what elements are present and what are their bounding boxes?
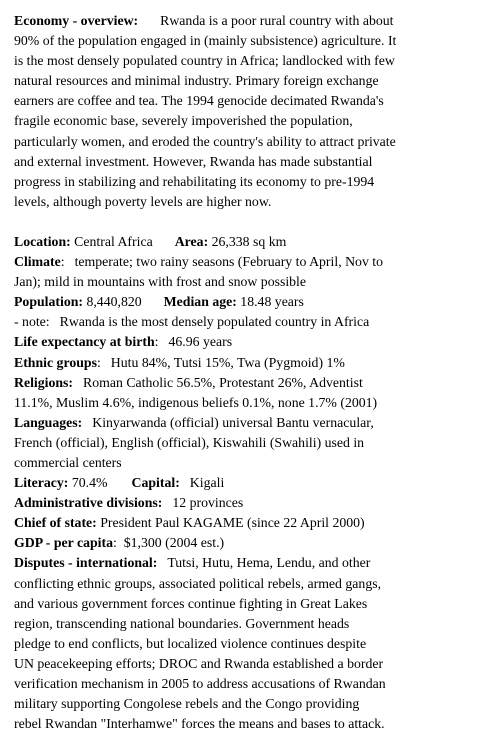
- disputes-text: Tutsi, Hutu, Hema, Lendu, and other: [167, 555, 371, 571]
- religions-row-cont: 11.1%, Muslim 4.6%, indigenous beliefs 0.1%, none 1.7% (2001): [14, 394, 378, 410]
- admin-divisions-value: 12 provinces: [172, 495, 244, 511]
- area-value: 26,338 sq km: [211, 233, 287, 249]
- overview-line: natural resources and minimal industry. Primary foreign exchange: [14, 73, 379, 89]
- capital-label: Capital:: [131, 475, 180, 491]
- economy-overview-label: Economy - overview:: [14, 13, 139, 28]
- overview-text: Rwanda is a poor rural country with about: [160, 13, 394, 28]
- disputes-row: [14, 553, 473, 573]
- disputes-label: Disputes - international:: [14, 555, 158, 571]
- overview-line: earners are coffee and tea. The 1994 genocide decimated Rwanda's: [14, 93, 384, 109]
- ethnic-groups-row: Ethnic groups: Hutu 84%, Tutsi 15%, Twa (Pygmoid) 1%: [14, 354, 345, 370]
- literacy-value: 70.4%: [71, 475, 108, 491]
- overview-line: and external investment. However, Rwanda has made substantial: [14, 153, 373, 169]
- disputes-line: rebel Rwandan "Interhamwe" forces the means and bases to attack.: [14, 716, 385, 732]
- climate-label: Climate: [14, 254, 61, 270]
- area-label: Area:: [174, 233, 209, 249]
- overview-line: levels, although poverty levels are higher now.: [14, 193, 272, 209]
- location-label: Location:: [14, 233, 71, 249]
- median-age-label: Median age:: [163, 294, 237, 310]
- economy-overview-section: [14, 11, 473, 212]
- languages-row-cont: commercial centers: [14, 454, 122, 470]
- chief-of-state-row: [14, 513, 473, 533]
- disputes-line: conflicting ethnic groups, associated political rebels, armed gangs,: [14, 575, 382, 591]
- literacy-capital-row: [14, 473, 473, 493]
- languages-row-cont: French (official), English (official), Kiswahili (Swahili) used in: [14, 434, 365, 450]
- religions-label: Religions:: [14, 374, 74, 390]
- gdp-row: GDP - per capita: $1,300 (2004 est.): [14, 535, 225, 551]
- median-age-value: 18.48 years: [240, 294, 304, 310]
- disputes-line: region, transcending national boundaries. Government heads: [14, 615, 350, 631]
- languages-row: [14, 413, 473, 433]
- languages-value: Kinyarwanda (official) universal Bantu vernacular,: [92, 414, 374, 430]
- note-value: Rwanda is the most densely populated country in Africa: [59, 314, 370, 330]
- disputes-line: military supporting Congolese rebels and the Congo providing: [14, 696, 360, 712]
- life-expectancy-label: Life expectancy at birth: [14, 334, 155, 350]
- admin-divisions-row: [14, 493, 473, 513]
- disputes-line: pledge to end conflicts, but localized violence continues despite: [14, 635, 367, 651]
- overview-line: particularly women, and eroded the country's ability to attract private: [14, 133, 396, 149]
- location-area-row: [14, 232, 473, 252]
- population-label: Population:: [14, 294, 83, 310]
- climate-value: temperate; two rainy seasons (February to April, Nov to: [74, 254, 384, 270]
- ethnic-groups-value: Hutu 84%, Tutsi 15%, Twa (Pygmoid) 1%: [110, 354, 345, 370]
- languages-label: Languages:: [14, 414, 83, 430]
- population-row: [14, 292, 473, 312]
- climate-row-cont: Jan); mild in mountains with frost and snow possible: [14, 274, 307, 290]
- religions-value: Roman Catholic 56.5%, Protestant 26%, Adventist: [83, 374, 363, 390]
- life-expectancy-value: 46.96 years: [168, 334, 233, 350]
- gdp-value: $1,300 (2004 est.): [123, 535, 225, 551]
- disputes-line: verification mechanism in 2005 to address accusations of Rwandan: [14, 676, 386, 691]
- overview-line: progress in stabilizing and rehabilitating its economy to pre-1994: [14, 173, 375, 189]
- gdp-label: GDP - per capita: [14, 535, 113, 551]
- location-value: Central Africa: [74, 233, 153, 249]
- capital-value: Kigali: [189, 475, 225, 491]
- overview-line: fragile economic base, severely impoverished the population,: [14, 113, 353, 129]
- overview-line: 90% of the population engaged in (mainly subsistence) agriculture. It: [14, 33, 397, 49]
- overview-line: is the most densely populated country in Africa; landlocked with few: [14, 53, 395, 69]
- religions-row: [14, 373, 473, 393]
- ethnic-groups-label: Ethnic groups: [14, 354, 97, 370]
- disputes-line: UN peacekeeping efforts; DROC and Rwanda established a border: [14, 655, 384, 671]
- overview-line-1: [14, 11, 473, 31]
- climate-row: Climate: temperate; two rainy seasons (February to April, Nov to: [14, 254, 384, 270]
- chief-of-state-label: Chief of state:: [14, 515, 97, 531]
- admin-divisions-label: Administrative divisions:: [14, 495, 163, 511]
- chief-of-state-value: President Paul KAGAME (since 22 April 2000): [100, 515, 365, 531]
- facts-section: [14, 232, 473, 734]
- disputes-line: and various government forces continue fighting in Great Lakes: [14, 595, 368, 611]
- life-expectancy-row: Life expectancy at birth: 46.96 years: [14, 334, 233, 350]
- population-value: 8,440,820: [86, 294, 142, 310]
- note-prefix: - note:: [14, 314, 50, 330]
- population-note-row: [14, 312, 473, 332]
- literacy-label: Literacy:: [14, 475, 69, 491]
